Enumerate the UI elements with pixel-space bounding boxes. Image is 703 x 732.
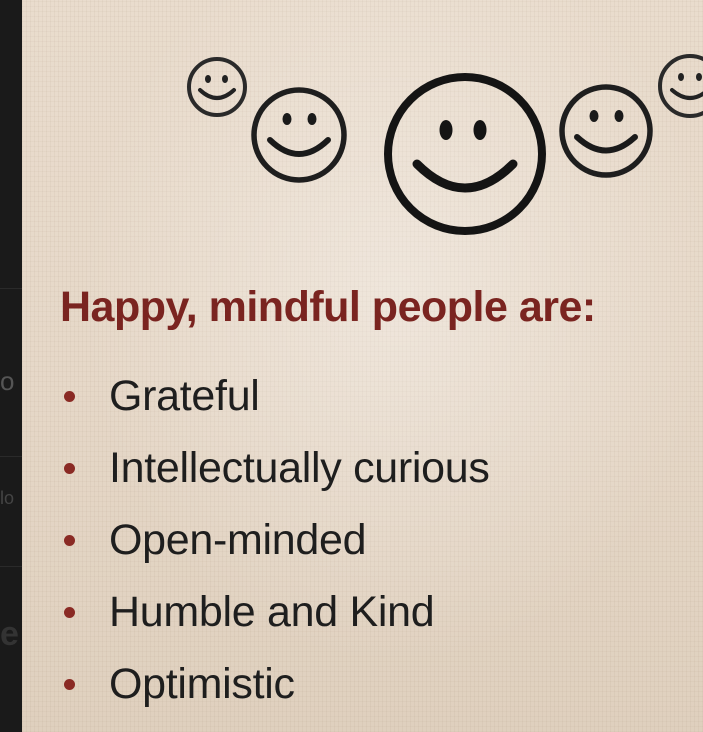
trait-label: Intellectually curious — [109, 443, 490, 492]
smiley-icon — [562, 87, 650, 175]
background-text-fragment: lo — [0, 488, 15, 508]
list-item — [60, 504, 490, 576]
trait-label: Humble and Kind — [109, 587, 435, 636]
list-item — [60, 648, 490, 720]
background-text-fragment: o — [0, 366, 15, 396]
divider — [0, 288, 22, 289]
list-item — [60, 432, 490, 504]
bullet-icon — [64, 535, 75, 546]
smiley-icon — [189, 59, 245, 115]
divider — [0, 566, 22, 567]
background-page-strip — [0, 0, 22, 732]
smiley-icon — [660, 56, 703, 116]
bullet-icon — [64, 679, 75, 690]
bullet-icon — [64, 463, 75, 474]
divider — [0, 456, 22, 457]
trait-label: Open-minded — [109, 515, 367, 564]
traits-list — [60, 360, 490, 720]
list-item — [60, 360, 490, 432]
poster-heading: Happy, mindful people are: — [60, 283, 596, 331]
smiley-icon — [254, 90, 344, 180]
bullet-icon — [64, 391, 75, 402]
list-item — [60, 576, 490, 648]
poster-image — [22, 0, 703, 732]
background-text-fragment: e — [0, 615, 19, 653]
bullet-icon — [64, 607, 75, 618]
trait-label: Optimistic — [109, 659, 295, 708]
smiley-icon — [388, 77, 542, 231]
smiley-row — [22, 0, 703, 250]
trait-label: Grateful — [109, 371, 260, 420]
